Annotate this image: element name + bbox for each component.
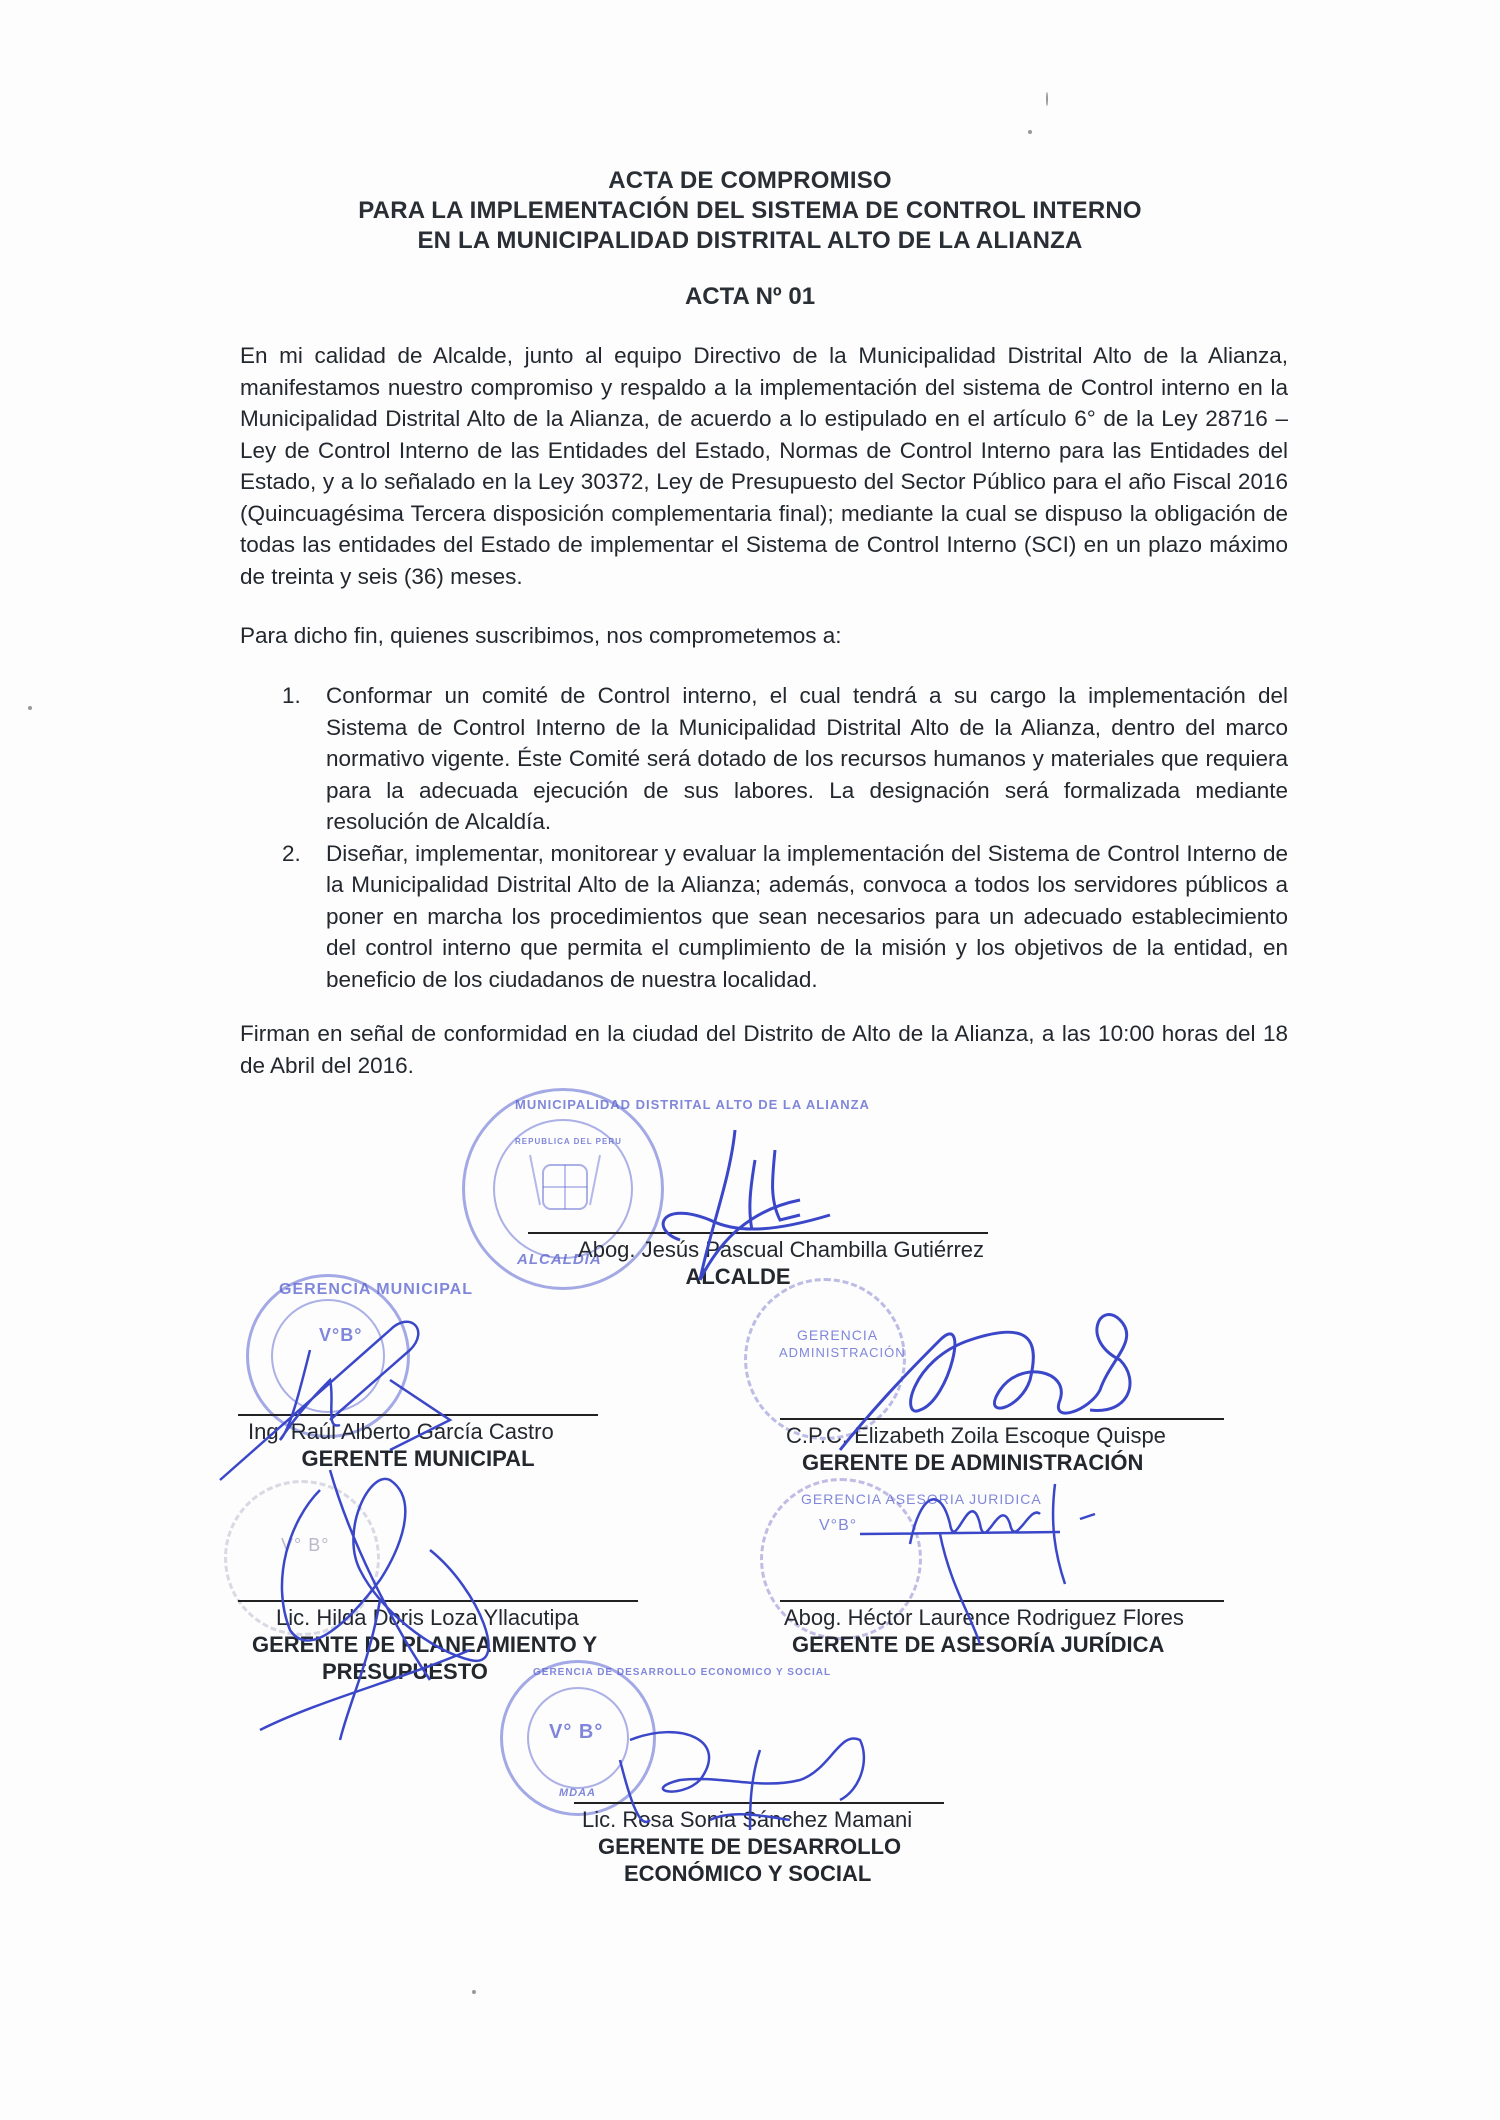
signatory-role: PRESUPUESTO (322, 1659, 488, 1684)
list-item (240, 838, 1288, 996)
commitment-list (240, 680, 1288, 995)
stamp-text: GERENCIA (797, 1327, 879, 1343)
signatory-role: GERENTE DE DESARROLLO (598, 1834, 902, 1859)
scan-speck (1028, 130, 1032, 134)
document-title (0, 166, 1500, 256)
signatory-role: GERENTE DE PLANEAMIENTO Y (252, 1632, 598, 1657)
stamp-text: V°B° (319, 1325, 363, 1345)
list-item-text: Diseñar, implementar, monitorear y evaluar la implementación del Sistema de Control Interno de la Municipalidad Distrital Alto de la Alianza; además, convoca a todos los servidores públicos a poner en marcha los procedimientos que sean necesarios para un adecuado establecimiento del control interno que permita el cumplimiento de la misión y los objetivos de la entidad, en beneficio de los ciudadanos de nuestra localidad. (326, 840, 1288, 992)
signature-gerente-administracion-icon (840, 1300, 1140, 1440)
coat-of-arms-icon (525, 1155, 605, 1225)
title-line-1: ACTA DE COMPROMISO (608, 167, 892, 194)
signatory-role: ALCALDE (685, 1264, 791, 1289)
title-line-2: PARA LA IMPLEMENTACIÓN DEL SISTEMA DE CONTROL INTERNO (358, 197, 1142, 224)
signatory-name: Lic. Rosa Sonia Sánchez Mamani (582, 1807, 913, 1832)
signatory-role: GERENTE DE ASESORÍA JURÍDICA (792, 1632, 1165, 1657)
signatory-role: GERENTE DE ADMINISTRACIÓN (802, 1450, 1144, 1475)
list-item-text: Conformar un comité de Control interno, el cual tendrá a su cargo la implementación del Sistema de Control Interno de la Municipalidad Distrital Alto de la Alianza, dentro del marco normativo vigente. Éste Comité será dotado de los recursos humanos y materiales que requiera para la adecuada ejecución de sus labores. La designación será formalizada mediante resolución de Alcaldía. (326, 683, 1288, 834)
scan-speck (472, 1990, 476, 1994)
signatory-name: Abog. Jesús Pascual Chambilla Gutiérrez (578, 1237, 984, 1262)
signature-gerente-asesoria-icon (860, 1474, 1100, 1644)
signatory-name: C.P.C. Elizabeth Zoila Escoque Quispe (786, 1423, 1166, 1448)
list-item-number: 2. (282, 840, 301, 866)
stamp-text: ADMINISTRACIÓN (779, 1345, 906, 1360)
intro-paragraph: En mi calidad de Alcalde, junto al equipo Directivo de la Municipalidad Distrital Alto de la Alianza, manifestamos nuestro compromiso y respaldo a la implementación del sistema de Control interno en la Municipalidad Distrital Alto de la Alianza, de acuerdo a lo estipulado en el artículo 6° de la Ley 28716 – Ley de Control Interno de las Entidades del Estado, Normas de Control Interno para las Entidades del Estado, y a lo señalado en la Ley 30372, Ley de Presupuesto del Sector Público para el año Fiscal 2016 (Quincuagésima Tercera disposición complementaria final); mediante la cual se dispuso la obligación de todas las entidades del Estado de implementar el Sistema de Control Interno (SCI) en un plazo máximo de treinta y seis (36) meses. (240, 343, 1288, 589)
stamp-text: V° B° (281, 1535, 330, 1555)
signature-gerente-planeamiento-icon (230, 1460, 550, 1750)
title-line-3: EN LA MUNICIPALIDAD DISTRITAL ALTO DE LA ALIANZA (417, 227, 1083, 254)
signatory-name: Abog. Héctor Laurence Rodriguez Flores (784, 1605, 1184, 1630)
commitment-intro: Para dicho fin, quienes suscribimos, nos comprometemos a: (240, 623, 842, 648)
signatory-name: Ing. Raúl Alberto García Castro (248, 1419, 554, 1444)
stamp-text: GERENCIA DE DESARROLLO ECONOMICO Y SOCIAL (533, 1667, 832, 1678)
stamp-text: GERENCIA MUNICIPAL (279, 1281, 473, 1298)
closing-paragraph: Firman en señal de conformidad en la ciudad del Distrito de Alto de la Alianza, a las 10:00 horas del 18 de Abril del 2016. (240, 1021, 1288, 1078)
stamp-text: MUNICIPALIDAD DISTRITAL ALTO DE LA ALIANZA (515, 1097, 870, 1112)
stamp-text: REPUBLICA DEL PERU (515, 1137, 622, 1146)
signatory-role: ECONÓMICO Y SOCIAL (624, 1861, 872, 1886)
acta-number: ACTA Nº 01 (684, 283, 816, 310)
list-item-number: 1. (282, 683, 301, 708)
stamp-text: V° B° (549, 1721, 604, 1743)
signatory-role: GERENTE MUNICIPAL (301, 1446, 535, 1471)
scan-speck (1046, 92, 1048, 106)
stamp-text: GERENCIA ASESORIA JURIDICA (801, 1491, 1042, 1507)
stamp-text: V°B° (819, 1517, 858, 1534)
signature-gerente-desarrollo-icon (600, 1720, 880, 1840)
scan-speck (28, 706, 32, 710)
signature-alcalde-icon (640, 1120, 840, 1290)
signatory-name: Lic. Hilda Doris Loza Yllacutipa (276, 1605, 579, 1630)
stamp-text: ALCALDIA (517, 1251, 602, 1268)
list-item (240, 680, 1288, 838)
stamp-text: MDAA (559, 1787, 596, 1799)
